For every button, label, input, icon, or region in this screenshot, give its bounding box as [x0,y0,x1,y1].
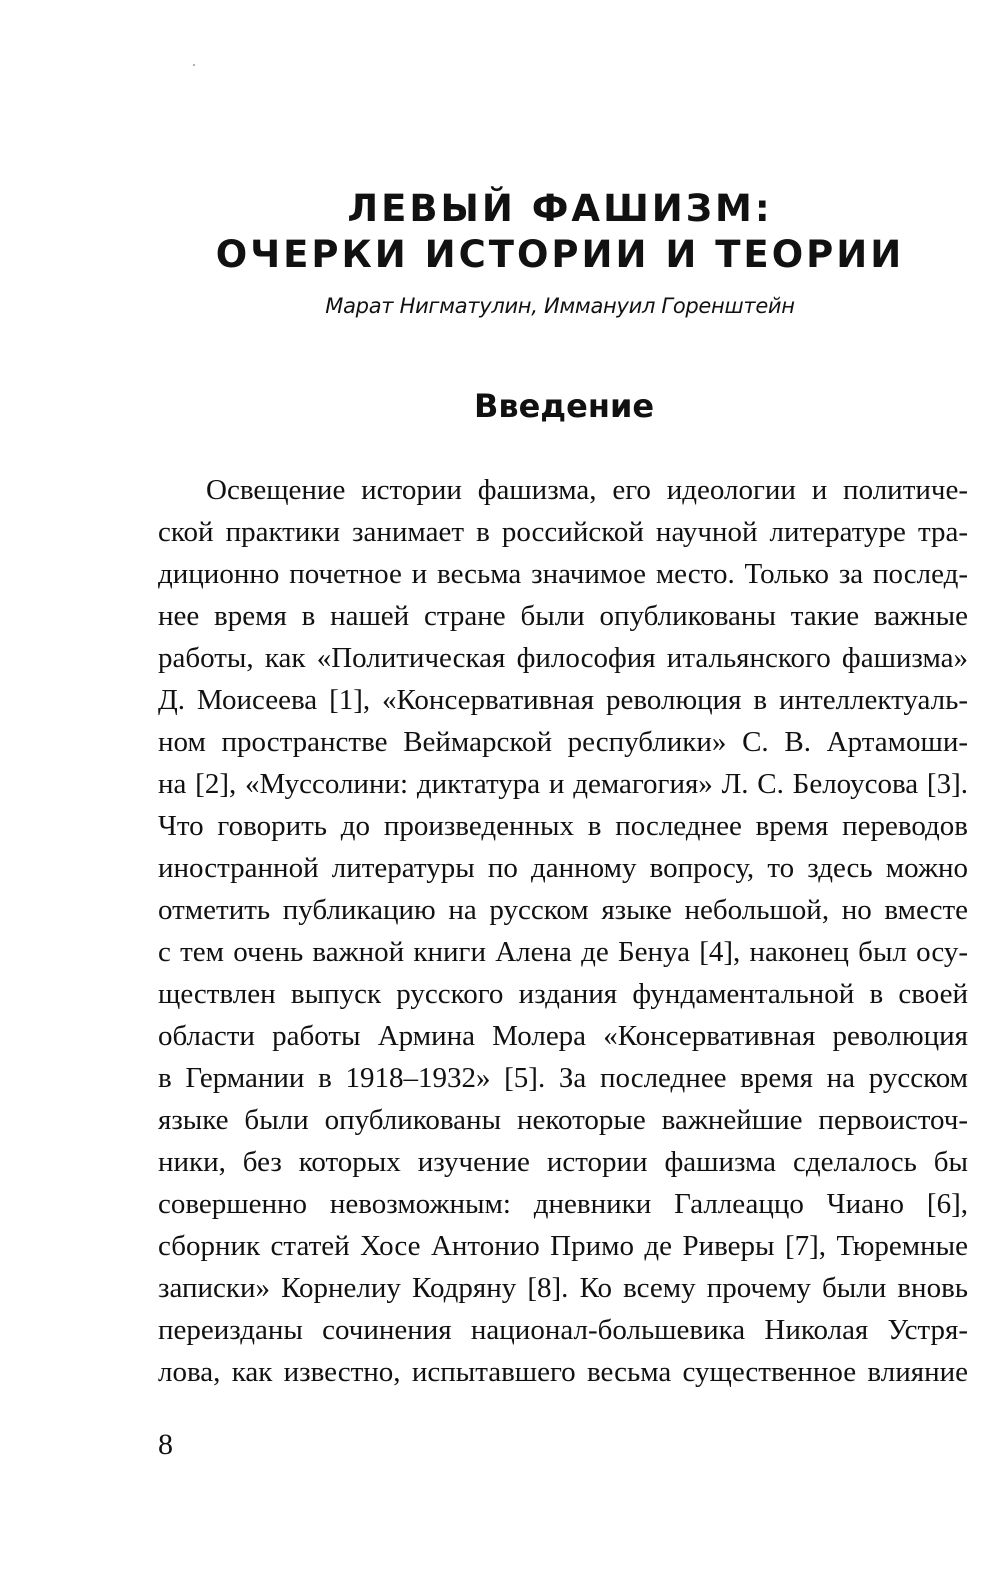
text-line: сборник статей Хосе Антонио Примо де Риверы [7], Тюремные [158,1230,968,1262]
text-line: с тем очень важной книги Алена де Бенуа [4], наконец был осу- [158,936,968,968]
text-line: на [2], «Муссолини: диктатура и демагогия» Л. С. Белоусова [3]. [158,768,968,800]
text-line: Д. Моисеева [1], «Консервативная революция в интеллектуаль- [158,684,968,716]
text-line: отметить публикацию на русском языке небольшой, но вместе [158,894,968,926]
text-line: в Германии в 1918–1932» [5]. За последнее время на русском [158,1062,968,1094]
text-line: работы, как «Политическая философия итальянского фашизма» [158,642,968,674]
text-line: Что говорить до произведенных в последнее время переводов [158,810,968,842]
authors: Марат Нигматулин, Иммануил Горенштейн [325,294,795,318]
text-line: иностранной литературы по данному вопросу, то здесь можно [158,852,968,884]
chapter-title-line-2: ОЧЕРКИ ИСТОРИИ И ТЕОРИИ [215,233,905,276]
text-line: совершенно невозможным: дневники Галлеаццо Чиано [6], [158,1188,968,1220]
text-line: области работы Армина Молера «Консервативная революция [158,1020,968,1052]
text-line: диционно почетное и весьма значимое место. Только за послед- [158,558,968,590]
text-line: языке были опубликованы некоторые важнейшие первоисточ- [158,1104,968,1136]
text-line: записки» Корнелиу Кодряну [8]. Ко всему прочему были вновь [158,1272,968,1304]
body-paragraph [158,469,968,1393]
text-line: ской практики занимает в российской научной литературе тра- [158,516,968,548]
text-line: Освещение истории фашизма, его идеологии и политиче- [206,474,968,506]
text-line: переизданы сочинения национал-большевика Николая Устря- [158,1314,968,1346]
text-line: ном пространстве Веймарской республики» С. В. Артамоши- [158,726,968,758]
text-line: лова, как известно, испытавшего весьма существенное влияние [158,1356,968,1388]
chapter-title-line-1: ЛЕВЫЙ ФАШИЗМ: [347,187,773,230]
text-line: нее время в нашей стране были опубликованы такие важные [158,600,968,632]
page-number: 8 [158,1428,173,1461]
scan-speck [193,64,195,66]
text-line: ществлен выпуск русского издания фундаментальной в своей [158,978,968,1010]
section-title: Введение [473,387,655,425]
chapter-title [0,186,1000,278]
text-line: ники, без которых изучение истории фашизма сделалось бы [158,1146,968,1178]
